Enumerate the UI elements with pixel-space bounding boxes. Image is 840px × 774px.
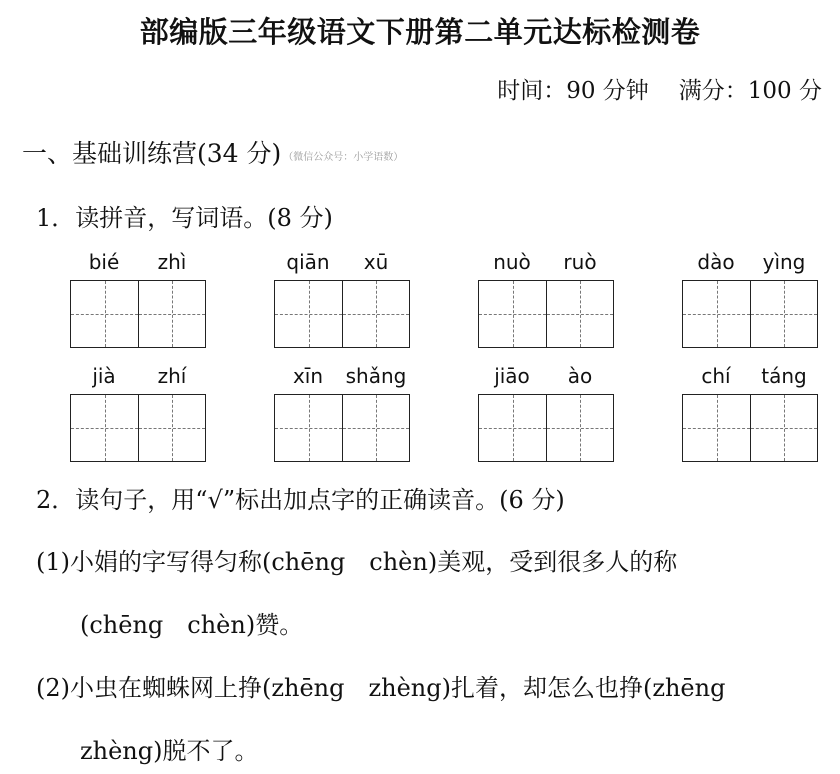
exam-time: 时间：90 分钟 (497, 78, 649, 104)
exam-score: 满分：100 分 (678, 78, 822, 104)
pinyin-label: zhì (157, 250, 187, 274)
writing-boxes[interactable] (274, 280, 410, 348)
pinyin-label: dào (697, 250, 735, 274)
writing-boxes[interactable] (70, 280, 206, 348)
sentence-line: (1)小娟的字写得匀称(chēng chèn)美观，受到很多人的称 (36, 548, 678, 576)
pinyin-label: jiāo (494, 364, 530, 388)
writing-boxes[interactable] (682, 394, 818, 462)
pinyin-label: táng (761, 364, 807, 388)
sentence-line: zhèng)脱不了。 (80, 737, 259, 765)
section-heading (22, 134, 403, 170)
pinyin-label: shǎng (345, 364, 407, 388)
watermark-note: （微信公众号：小学语数） (283, 152, 404, 163)
section-title: 一、基础训练营(34 分) (22, 139, 282, 168)
pinyin-label: xū (363, 250, 389, 274)
pinyin-label: xīn (292, 364, 324, 388)
page-title: 部编版三年级语文下册第二单元达标检测卷 (139, 15, 701, 49)
sentence-line: (chēng chèn)赞。 (80, 611, 304, 639)
writing-boxes[interactable] (70, 394, 206, 462)
sentence-line: (2)小虫在蜘蛛网上挣(zhēng zhèng)扎着，却怎么也挣(zhēng (36, 674, 726, 702)
pinyin-label: chí (701, 364, 731, 388)
pinyin-label: ào (567, 364, 593, 388)
pinyin-label: yìng (762, 250, 806, 274)
pinyin-label: jià (92, 364, 116, 388)
pinyin-label: zhí (157, 364, 187, 388)
exam-meta (497, 72, 822, 105)
question-1-label: 1．读拼音，写词语。(8 分) (36, 204, 333, 232)
writing-boxes[interactable] (274, 394, 410, 462)
pinyin-label: nuò (493, 250, 531, 274)
writing-boxes[interactable] (682, 280, 818, 348)
writing-boxes[interactable] (478, 280, 614, 348)
pinyin-label: ruò (563, 250, 597, 274)
writing-boxes[interactable] (478, 394, 614, 462)
pinyin-label: bié (88, 250, 120, 274)
question-2-label: 2．读句子，用“√”标出加点字的正确读音。(6 分) (36, 486, 565, 514)
pinyin-label: qiān (286, 250, 330, 274)
